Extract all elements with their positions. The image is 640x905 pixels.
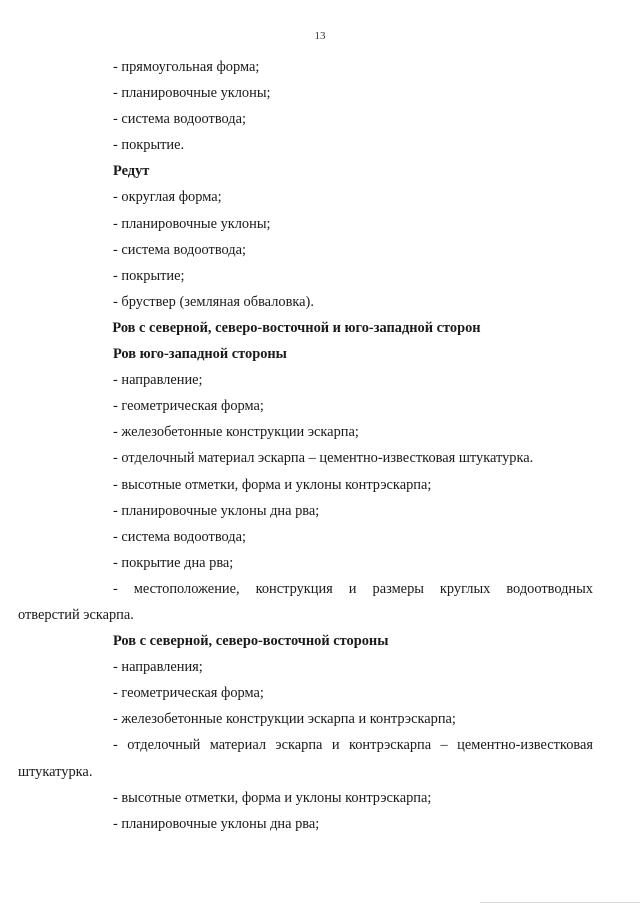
list-item-wrapped-end: отверстий эскарпа. (18, 606, 134, 623)
list-item: - железобетонные конструкции эскарпа и контрэскарпа; (113, 711, 456, 728)
list-item: - направления; (113, 659, 203, 676)
list-item: - покрытие; (113, 267, 185, 284)
section-heading-moat: Ров с северной, северо-восточной и юго-западной сторон (112, 319, 481, 336)
list-item: - планировочные уклоны дна рва; (113, 815, 320, 832)
list-item: - округлая форма; (113, 189, 222, 206)
section-heading-redut: Редут (113, 163, 150, 180)
subsection-heading-southwest: Ров юго-западной стороны (113, 346, 287, 363)
page-number: 13 (314, 30, 326, 42)
document-body (18, 54, 593, 837)
subsection-heading-north: Ров с северной, северо-восточной стороны (113, 633, 389, 650)
list-item: - высотные отметки, форма и уклоны контрэскарпа; (113, 789, 432, 806)
list-item: - система водоотвода; (113, 528, 247, 545)
list-item: - направление; (113, 372, 203, 389)
list-item-wrapped-start: - отделочный материал эскарпа и контрэскарпа – цементно-известковая (113, 737, 593, 754)
list-item: - отделочный материал эскарпа – цементно-известковая штукатурка. (113, 450, 534, 467)
list-item: - планировочные уклоны дна рва; (113, 502, 320, 519)
list-item-wrapped-end: штукатурка. (18, 763, 93, 780)
list-item: - высотные отметки, форма и уклоны контрэскарпа; (113, 476, 432, 493)
list-item: - планировочные уклоны; (113, 85, 271, 102)
list-item: - система водоотвода; (113, 241, 247, 258)
list-item: - бруствер (земляная обваловка). (113, 293, 314, 310)
scan-edge-mark (480, 902, 640, 903)
list-item: - прямоугольная форма; (113, 59, 260, 75)
list-item: - система водоотвода; (113, 111, 247, 128)
list-item-wrapped-start: - местоположение, конструкция и размеры круглых водоотводных (113, 580, 593, 597)
list-item: - покрытие. (113, 137, 185, 154)
list-item: - геометрическая форма; (113, 685, 264, 702)
list-item: - геометрическая форма; (113, 398, 264, 415)
list-item: - покрытие дна рва; (113, 554, 234, 571)
list-item: - железобетонные конструкции эскарпа; (113, 424, 359, 441)
list-item: - планировочные уклоны; (113, 215, 271, 232)
